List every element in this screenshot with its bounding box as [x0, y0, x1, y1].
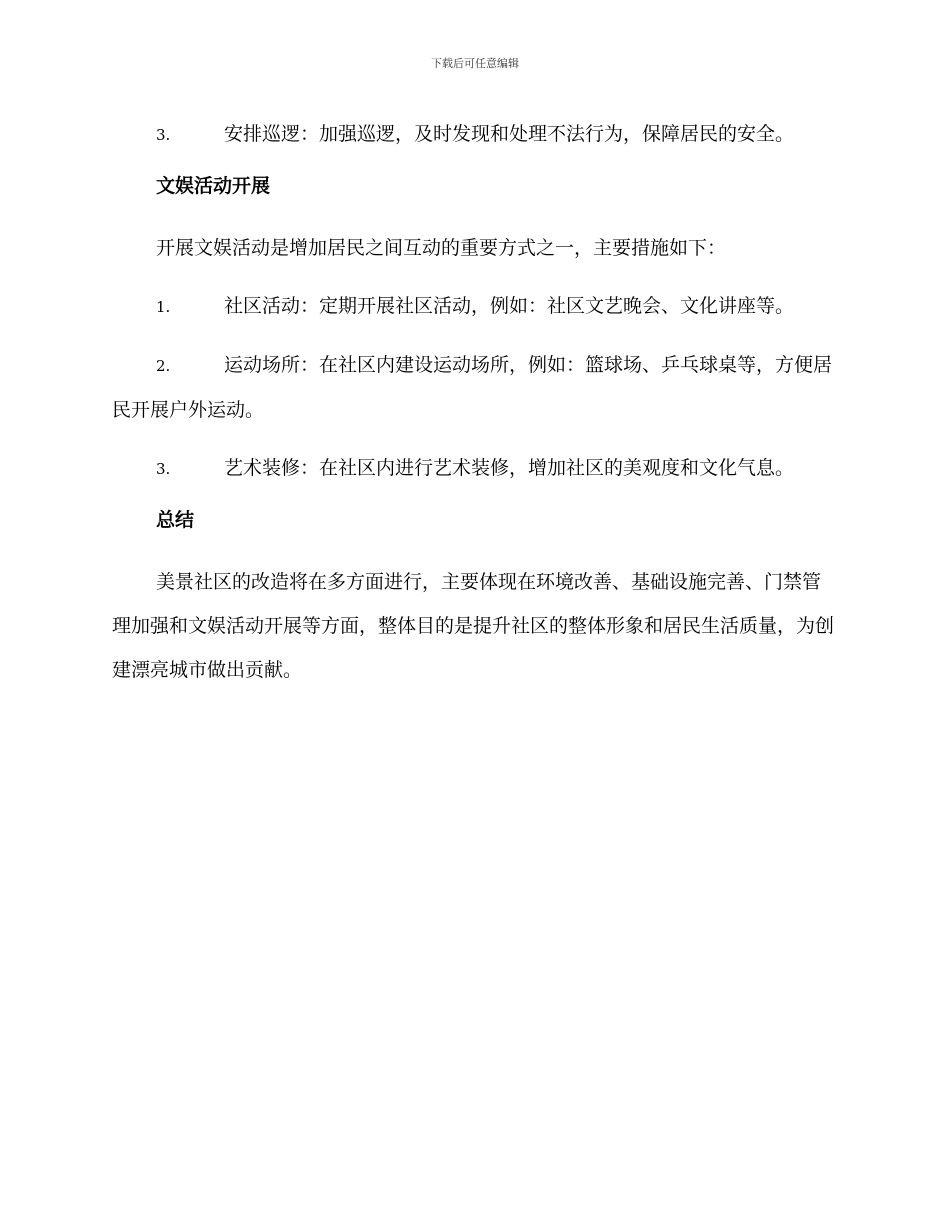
list-item	[112, 284, 836, 329]
header-note: 下载后可任意编辑	[431, 57, 519, 70]
culture-intro: 开展文娱活动是增加居民之间互动的重要方式之一，主要措施如下：	[156, 237, 727, 259]
list-item-text: 安排巡逻：加强巡逻，及时发现和处理不法行为，保障居民的安全。	[224, 123, 795, 145]
section-heading-culture: 文娱活动开展	[156, 175, 271, 197]
summary-paragraph: 美景社区的改造将在多方面进行，主要体现在环境改善、基础设施完善、门禁管理加强和文娱活动开展等方面，整体目的是提升社区的整体形象和居民生活质量，为创建漂亮城市做出贡献。	[112, 571, 835, 681]
list-item-text: 艺术装修：在社区内进行艺术装修，增加社区的美观度和文化气息。	[224, 457, 795, 479]
list-item-number: 1.	[156, 298, 171, 316]
list-item	[112, 343, 836, 432]
list-item-text: 社区活动：定期开展社区活动，例如：社区文艺晚会、文化讲座等。	[224, 295, 795, 317]
list-item-number: 3.	[156, 460, 171, 478]
list-item	[112, 446, 836, 491]
list-item-text: 运动场所：在社区内建设运动场所，例如：篮球场、乒乓球桌等，方便居民开展户外运动。	[112, 354, 833, 421]
section-heading-summary: 总结	[156, 509, 195, 531]
document-body	[112, 112, 836, 706]
list-item	[112, 112, 836, 157]
list-item-number: 3.	[156, 126, 171, 144]
list-item-number: 2.	[156, 357, 171, 375]
